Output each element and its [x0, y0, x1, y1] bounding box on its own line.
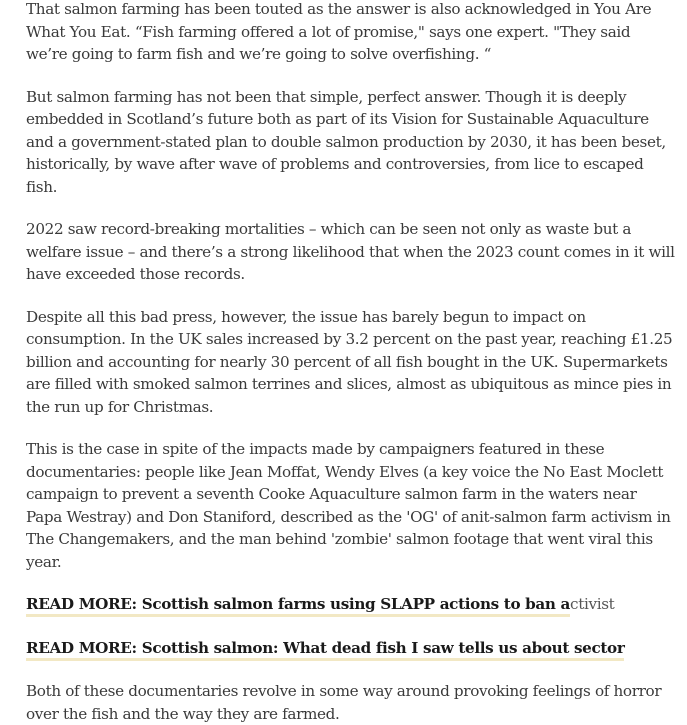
paragraph-salmon-touted: That salmon farming has been touted as the answer is also acknowledged in You Are What You Eat. “Fish farming offered a lot of promise," says one expert. "They said we’re going to farm fish and we’re going to solve overfishing. “ — [26, 0, 652, 63]
paragraph-not-simple-answer: But salmon farming has not been that simple, perfect answer. Though it is deeply embedded in Scotland’s future both as part of its Vision for Sustainable Aquaculture and a government-stated plan to double salmon production by 2030, it has been beset, historically, by wave after wave of problems and controversies, from lice to escaped fish. — [26, 87, 666, 196]
read-more-dead-fish — [26, 637, 676, 660]
paragraph-documentaries-horror: Both of these documentaries revolve in some way around provoking feelings of horror over the fish and the way they are farmed. — [26, 682, 662, 723]
read-more-slapp-link[interactable]: READ MORE: Scottish salmon farms using SLAPP actions to ban a — [26, 595, 570, 617]
read-more-dead-fish-link[interactable]: READ MORE: Scottish salmon: What dead fish I saw tells us about sector — [26, 639, 624, 661]
paragraph-consumption: Despite all this bad press, however, the issue has barely begun to impact on consumption. In the UK sales increased by 3.2 percent on the past year, reaching £1.25 billion and accounting for nearly 30 percent of all fish bought in the UK. Supermarkets are filled with smoked salmon terrines and slices, almost as ubiquitous as mince pies in the run up for Christmas. — [26, 307, 673, 416]
paragraph-campaigners: This is the case in spite of the impacts made by campaigners featured in these documentaries: people like Jean Moffat, Wendy Elves (a key voice the No East Moclett campaign to prevent a seventh Cooke Aquaculture salmon farm in the waters near Papa Westray) and Don Staniford, described as the 'OG' of anit-salmon farm activism in The Changemakers, and the man behind 'zombie' salmon footage that went viral this year. — [26, 440, 671, 571]
paragraph-record-mortalities: 2022 saw record-breaking mortalities – which can be seen not only as waste but a welfare issue – and there’s a strong likelihood that when the 2023 count comes in it will have exceeded those records. — [26, 220, 675, 283]
read-more-slapp — [26, 593, 676, 616]
read-more-slapp-tail: ctivist — [570, 595, 615, 613]
